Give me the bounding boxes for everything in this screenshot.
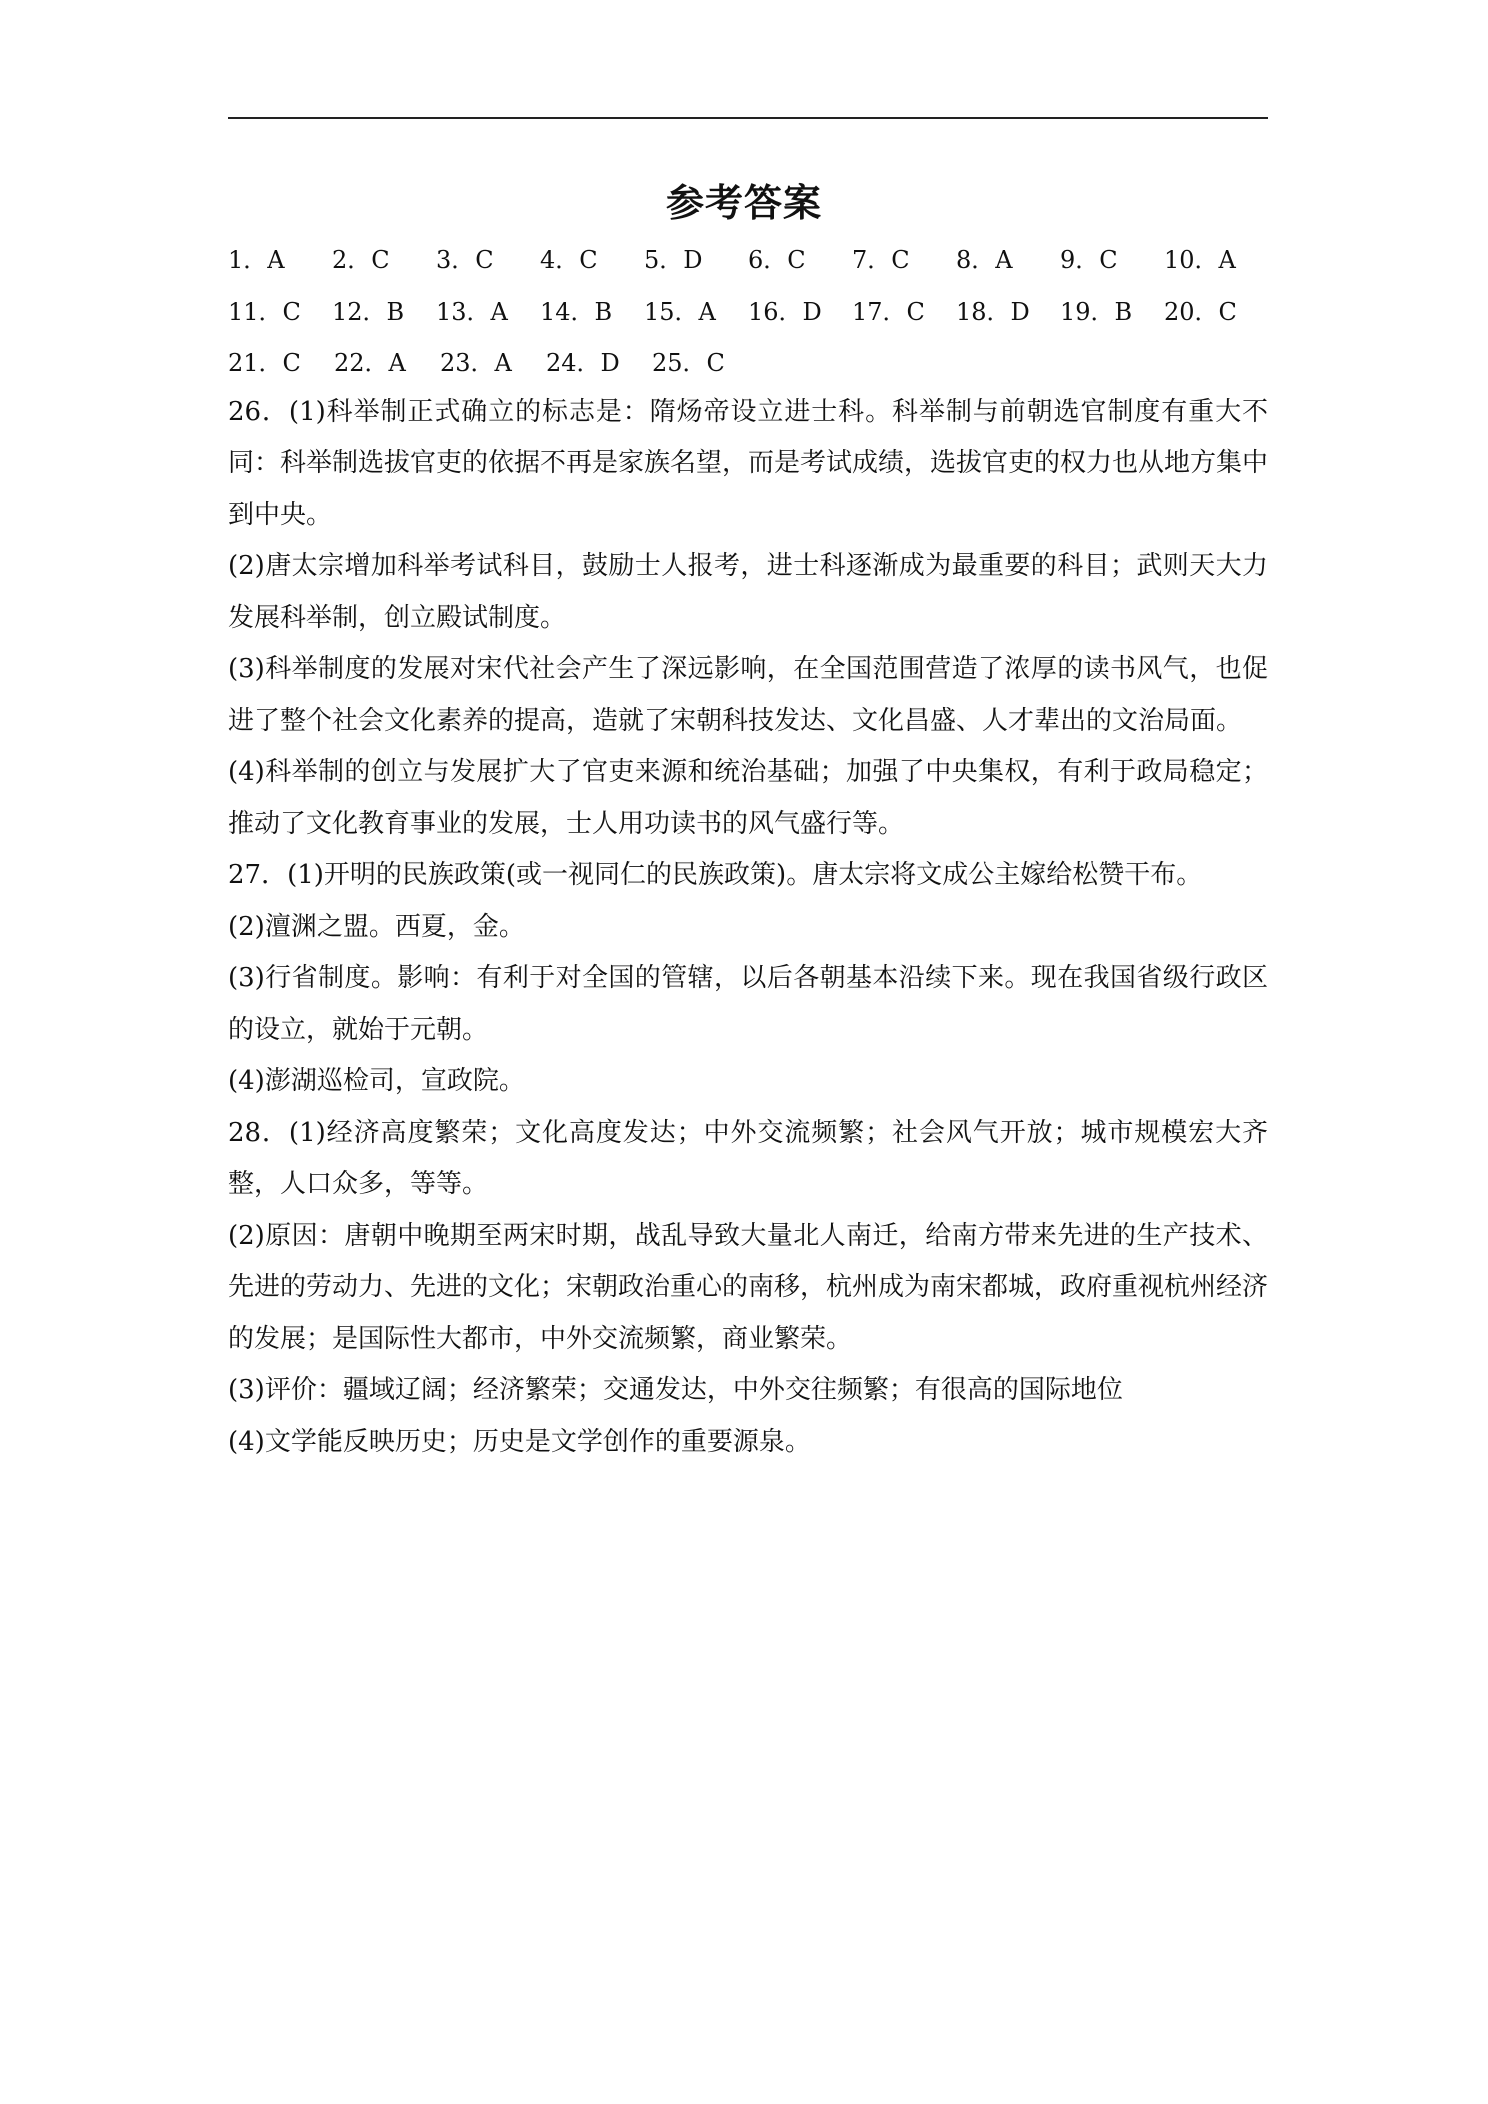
answer-26-part-2: (2)唐太宗增加科举考试科目，鼓励士人报考，进士科逐渐成为最重要的科目；武则天大力发展科举制，创立殿试制度。 bbox=[228, 551, 1268, 633]
answer-28-part-2: (2)原因：唐朝中晚期至两宋时期，战乱导致大量北人南迁，给南方带来先进的生产技术、先进的劳动力、先进的文化；宋朝政治重心的南移，杭州成为南宋都城，政府重视杭州经济的发展；是国际性大都市，中外交流频繁，商业繁荣。 bbox=[228, 1220, 1269, 1354]
choice-answer: 5．D bbox=[644, 246, 703, 275]
answer-27-part-1: 27．(1)开明的民族政策(或一视同仁的民族政策)。唐太宗将文成公主嫁给松赞干布。 bbox=[228, 860, 1203, 890]
answer-27-part-3: (3)行省制度。影响：有利于对全国的管辖，以后各朝基本沿续下来。现在我国省级行政区的设立，就始于元朝。 bbox=[228, 963, 1268, 1045]
choice-answer: 20．C bbox=[1164, 297, 1237, 326]
answer-26-part-1: 26．(1)科举制正式确立的标志是：隋炀帝设立进士科。科举制与前朝选官制度有重大不同：科举制选拔官吏的依据不再是家族名望，而是考试成绩，选拔官吏的权力也从地方集中到中央。 bbox=[228, 396, 1269, 530]
answer-27-part-2: (2)澶渊之盟。西夏，金。 bbox=[228, 911, 525, 942]
choice-answer: 22．A bbox=[334, 349, 406, 378]
choice-answer: 2．C bbox=[332, 246, 390, 275]
choice-answer: 1．A bbox=[228, 246, 285, 275]
page-title: 参考答案 bbox=[665, 181, 822, 225]
choice-answer: 7．C bbox=[852, 246, 910, 275]
choice-answer: 9．C bbox=[1060, 246, 1118, 275]
answer-28-part-1: 28．(1)经济高度繁荣；文化高度发达；中外交流频繁；社会风气开放；城市规模宏大齐整，人口众多，等等。 bbox=[228, 1117, 1268, 1199]
choice-answer: 12．B bbox=[332, 297, 405, 326]
answer-26-part-3: (3)科举制度的发展对宋代社会产生了深远影响，在全国范围营造了浓厚的读书风气，也促进了整个社会文化素养的提高，造就了宋朝科技发达、文化昌盛、人才辈出的文治局面。 bbox=[228, 654, 1268, 736]
answer-content bbox=[228, 232, 1268, 1468]
choice-answer: 4．C bbox=[540, 246, 598, 275]
choice-answer: 8．A bbox=[956, 246, 1013, 275]
header-rule bbox=[228, 117, 1268, 119]
choice-answer: 16．D bbox=[748, 297, 822, 326]
choice-answer: 21．C bbox=[228, 349, 301, 378]
choice-answer: 3．C bbox=[436, 246, 494, 275]
choice-answer: 17．C bbox=[852, 297, 925, 326]
choice-answer-row bbox=[228, 284, 1268, 336]
choice-answer: 15．A bbox=[644, 297, 716, 326]
choice-answer: 11．C bbox=[228, 297, 301, 326]
choice-answer-row bbox=[228, 232, 1268, 284]
answer-28-part-3: (3)评价：疆域辽阔；经济繁荣；交通发达，中外交往频繁；有很高的国际地位 bbox=[228, 1375, 1123, 1405]
answer-28-part-4: (4)文学能反映历史；历史是文学创作的重要源泉。 bbox=[228, 1426, 811, 1457]
choice-answer: 24．D bbox=[546, 349, 620, 378]
choice-answer: 13．A bbox=[436, 297, 508, 326]
choice-answer: 10．A bbox=[1164, 246, 1236, 275]
choice-answer: 19．B bbox=[1060, 297, 1133, 326]
choice-answer: 6．C bbox=[748, 246, 806, 275]
choice-answer: 14．B bbox=[540, 297, 613, 326]
answer-26-part-4: (4)科举制的创立与发展扩大了官吏来源和统治基础；加强了中央集权，有利于政局稳定；推动了文化教育事业的发展，士人用功读书的风气盛行等。 bbox=[228, 757, 1268, 839]
choice-answer-row bbox=[228, 335, 1268, 387]
choice-answer: 23．A bbox=[440, 349, 512, 378]
choice-answer: 18．D bbox=[956, 297, 1030, 326]
choice-answer: 25．C bbox=[652, 349, 725, 378]
answer-27-part-4: (4)澎湖巡检司，宣政院。 bbox=[228, 1066, 525, 1096]
